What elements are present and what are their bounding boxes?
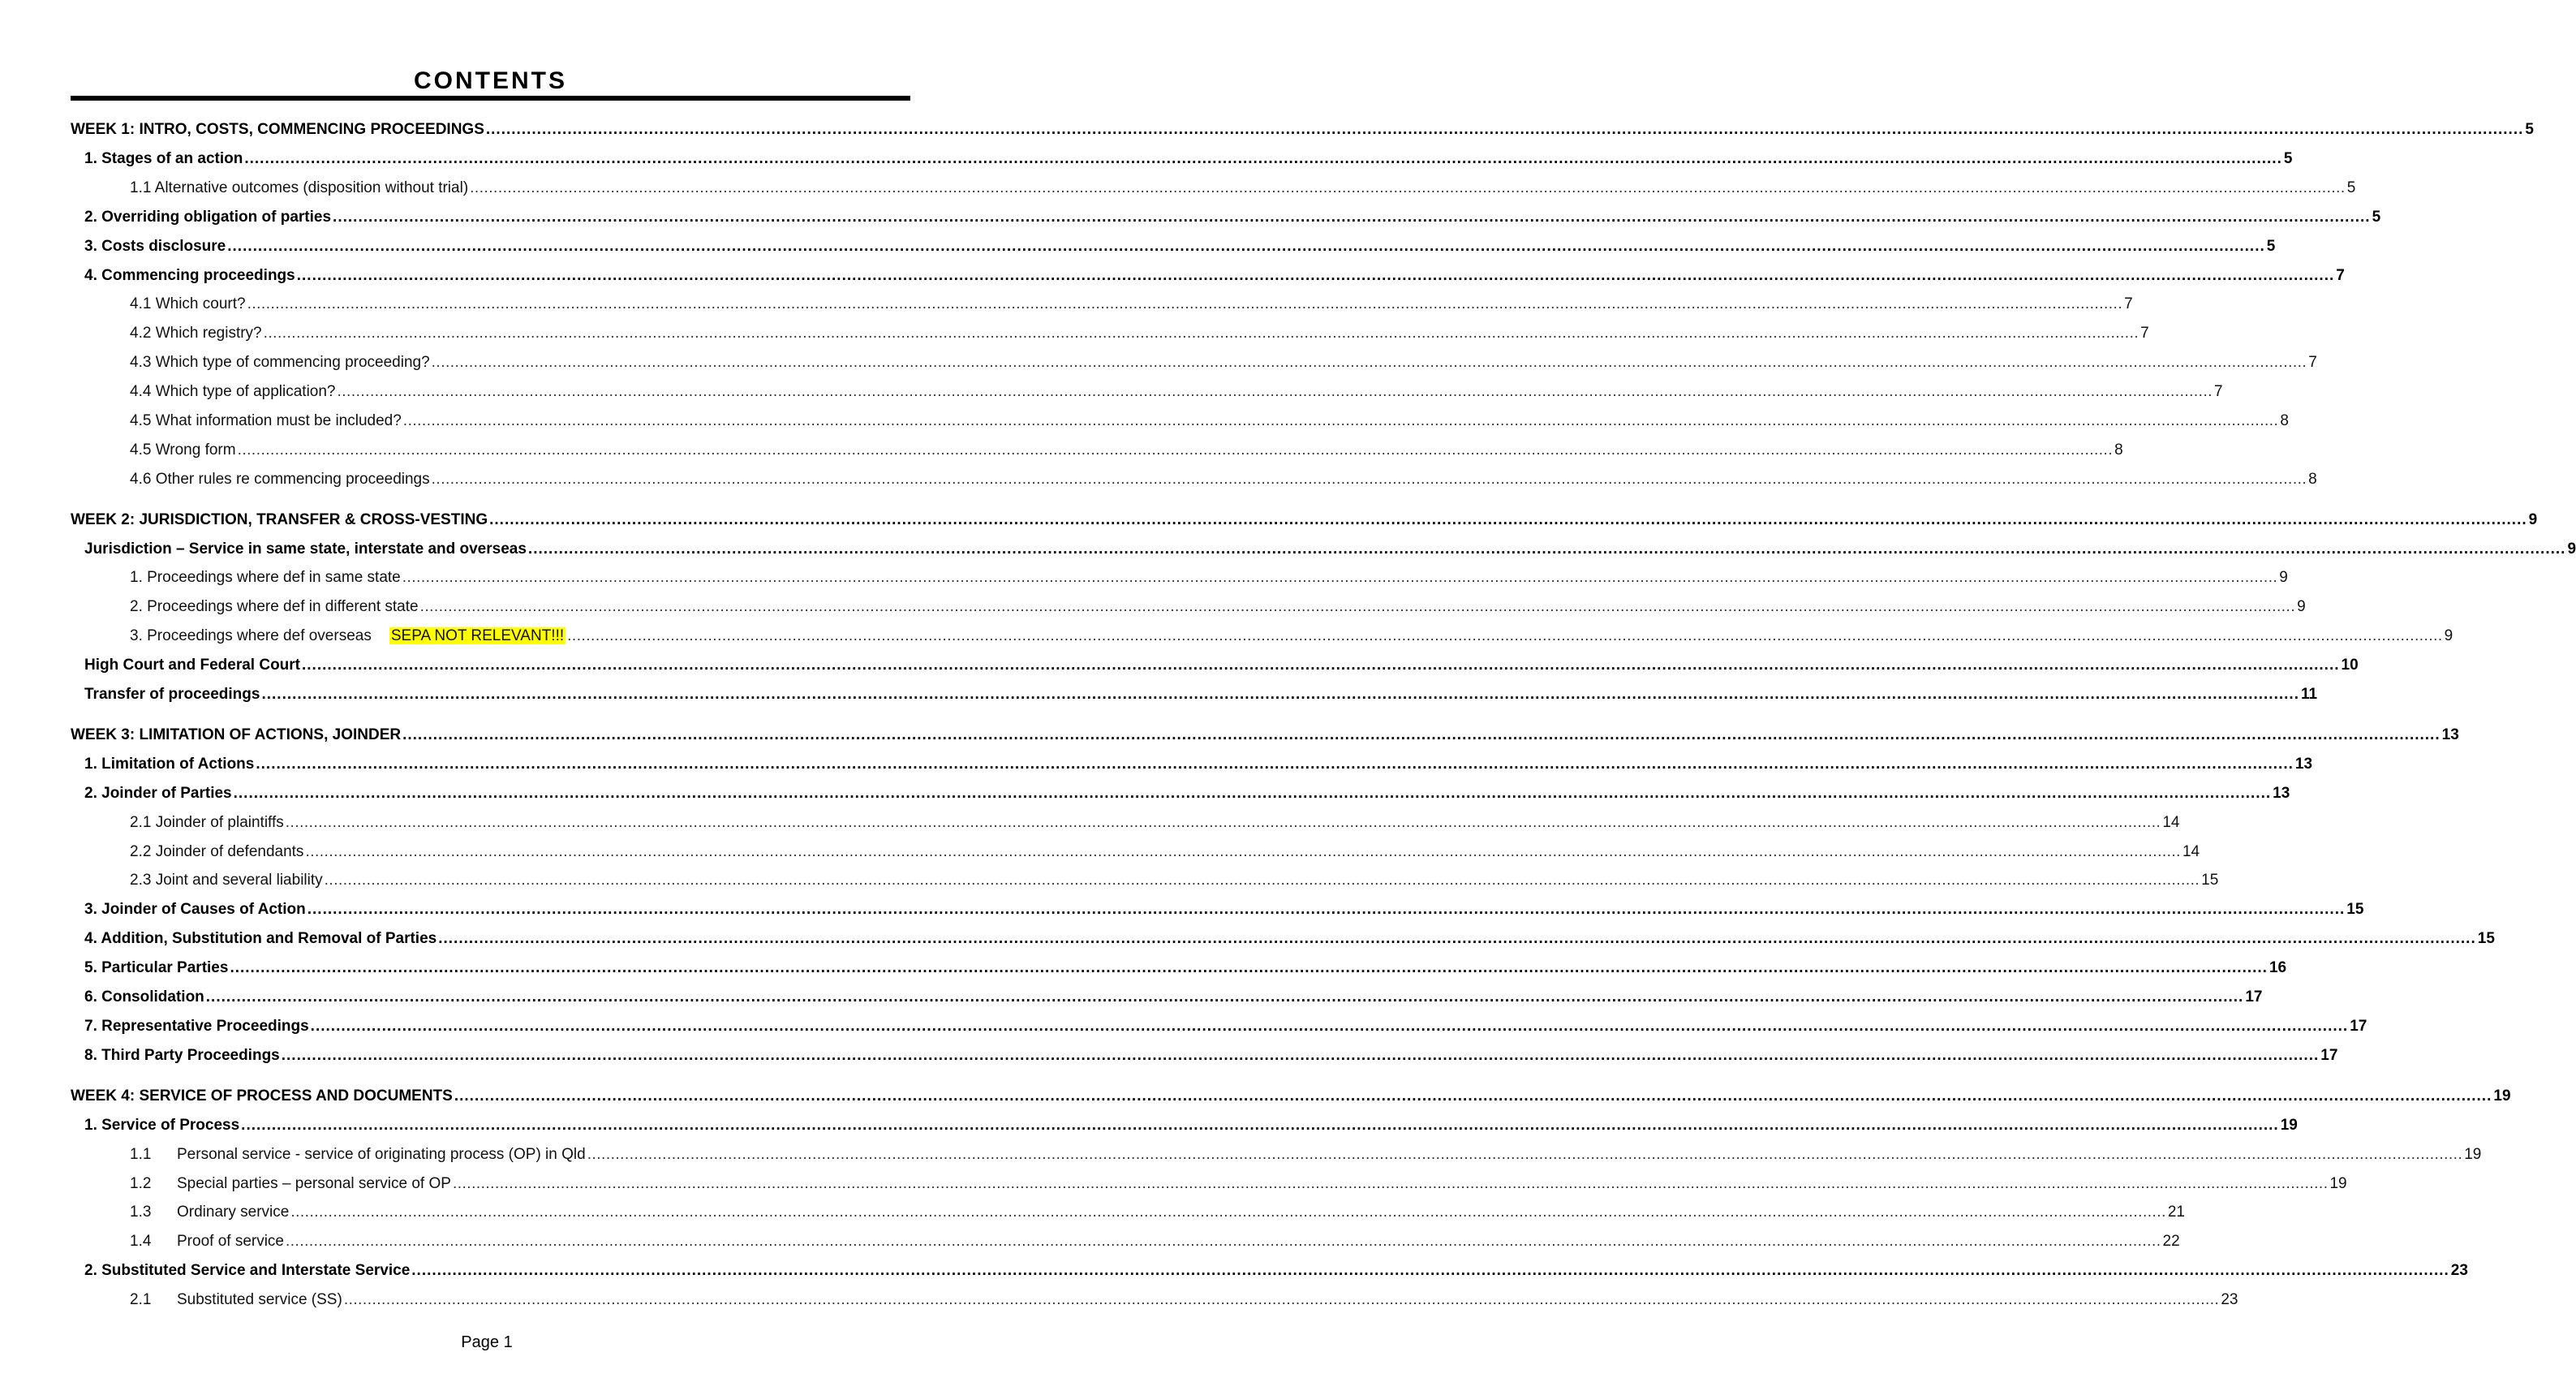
highlight-note: SEPA NOT RELEVANT!!!	[390, 627, 565, 644]
dot-leader: ................................................................................................................................................................................................................................................................................................................................................................................................................	[587, 1146, 2463, 1163]
toc-entry-label	[177, 1230, 284, 1253]
toc-entry-page-number: 17	[2320, 1047, 2338, 1064]
toc-entry-number: 1.3	[130, 1204, 152, 1221]
toc-entry-label	[177, 1173, 451, 1195]
toc-entry-text: 4.2 Which registry?	[130, 325, 262, 342]
toc-entry-text: 2. Proceedings where def in different state	[130, 598, 419, 615]
toc-entry-page-number: 5	[2525, 121, 2534, 138]
dot-leader: ................................................................................................................................................................................................................................................................................................................................................................................................................	[261, 686, 2299, 703]
dot-leader: ................................................................................................................................................................................................................................................................................................................................................................................................................	[431, 354, 2307, 371]
toc-entry-page-number: 17	[2245, 988, 2263, 1006]
toc-entry-text: 7. Representative Proceedings	[84, 1018, 309, 1035]
toc-entry-text: Jurisdiction – Service in same state, interstate and overseas	[84, 540, 527, 558]
toc-entry-number: 1.1	[130, 1146, 152, 1163]
toc-entry-page-number: 13	[2441, 726, 2459, 743]
toc-entry-text: 1.1 Alternative outcomes (disposition without trial)	[130, 179, 469, 196]
toc-entry-label	[177, 1201, 289, 1224]
toc-entry-text: WEEK 1: INTRO, COSTS, COMMENCING PROCEEDINGS	[71, 121, 484, 138]
toc-entry[interactable]	[84, 1015, 2367, 1038]
dot-leader: ................................................................................................................................................................................................................................................................................................................................................................................................................	[256, 756, 2294, 773]
toc-entry-label	[84, 898, 306, 921]
toc-entry[interactable]	[84, 898, 2364, 921]
toc-entry-label	[84, 986, 204, 1009]
toc-entry-page-number: 9	[2567, 540, 2576, 558]
toc-entry-page-number: 21	[2167, 1204, 2185, 1221]
toc-entry[interactable]	[130, 1173, 2347, 1195]
toc-entry[interactable]	[84, 928, 2495, 950]
toc-entry-label	[84, 1015, 309, 1038]
dot-leader: ................................................................................................................................................................................................................................................................................................................................................................................................................	[302, 657, 2340, 674]
toc-entry-label	[84, 265, 295, 287]
dot-leader: ................................................................................................................................................................................................................................................................................................................................................................................................................	[247, 295, 2123, 312]
toc-entry-page-number: 7	[2214, 383, 2223, 400]
dot-leader: ................................................................................................................................................................................................................................................................................................................................................................................................................	[411, 1262, 2449, 1279]
dot-leader: ................................................................................................................................................................................................................................................................................................................................................................................................................	[290, 1204, 2166, 1221]
toc-entry-text: 5. Particular Parties	[84, 959, 229, 976]
dot-leader: ................................................................................................................................................................................................................................................................................................................................................................................................................	[237, 441, 2114, 459]
toc-entry-label	[130, 869, 323, 892]
dot-leader: ................................................................................................................................................................................................................................................................................................................................................................................................................	[527, 540, 2566, 558]
toc-entry-page-number: 10	[2341, 657, 2359, 674]
toc-entry-page-number: 19	[2464, 1146, 2482, 1163]
toc-entry-text: 2.1 Joinder of plaintiffs	[130, 814, 284, 831]
toc-entry-text: 3. Costs disclosure	[84, 238, 226, 255]
toc-entry-text: Proof of service	[177, 1233, 284, 1250]
toc-entry[interactable]	[71, 1085, 2511, 1108]
toc-entry[interactable]	[84, 753, 2313, 776]
toc-entry[interactable]	[130, 625, 2453, 648]
toc-entry-label	[130, 841, 303, 863]
toc-entry[interactable]	[130, 293, 2133, 316]
toc-entry-page-number: 13	[2294, 756, 2313, 773]
toc-entry-label	[130, 439, 236, 462]
toc-entry-page-number: 23	[2450, 1262, 2468, 1279]
dot-leader: ................................................................................................................................................................................................................................................................................................................................................................................................................	[263, 325, 2139, 342]
dot-leader: ................................................................................................................................................................................................................................................................................................................................................................................................................	[310, 1018, 2349, 1035]
toc-entry[interactable]	[84, 683, 2318, 706]
toc-entry-label	[130, 351, 430, 374]
dot-leader: ................................................................................................................................................................................................................................................................................................................................................................................................................	[470, 179, 2346, 196]
toc-entry-label	[130, 566, 401, 589]
toc-entry-page-number: 7	[2140, 325, 2149, 342]
toc-entry-page-number: 9	[2528, 511, 2538, 528]
toc-entry[interactable]	[84, 265, 2345, 287]
dot-leader: ................................................................................................................................................................................................................................................................................................................................................................................................................	[402, 412, 2279, 429]
toc-entry[interactable]	[130, 322, 2149, 345]
toc-entry[interactable]	[84, 235, 2276, 258]
toc-entry-page-number: 11	[2300, 686, 2318, 703]
toc-entry-text: WEEK 3: LIMITATION OF ACTIONS, JOINDER	[71, 726, 402, 743]
dot-leader: ................................................................................................................................................................................................................................................................................................................................................................................................................	[452, 1175, 2329, 1192]
toc-entry-page-number: 9	[2444, 627, 2453, 644]
toc-entry-text: 1. Stages of an action	[84, 150, 243, 167]
toc-entry-text: 2. Overriding obligation of parties	[84, 209, 332, 226]
toc-entry-label	[71, 724, 401, 747]
dot-leader: ................................................................................................................................................................................................................................................................................................................................................................................................................	[402, 726, 2441, 743]
toc-entry[interactable]	[130, 177, 2356, 200]
toc-entry-text: 4.5 Wrong form	[130, 441, 236, 459]
toc-entry-label	[84, 538, 527, 561]
dot-leader: ................................................................................................................................................................................................................................................................................................................................................................................................................	[333, 209, 2371, 226]
dot-leader: ................................................................................................................................................................................................................................................................................................................................................................................................................	[402, 569, 2278, 586]
toc-entry-page-number: 15	[2477, 930, 2495, 947]
toc-entry-page-number: 17	[2350, 1018, 2367, 1035]
toc-entry-label	[84, 1114, 239, 1137]
toc-entry[interactable]	[84, 1260, 2468, 1282]
toc-entry-text: 4.3 Which type of commencing proceeding?	[130, 354, 430, 371]
toc-entry-text: Transfer of proceedings	[84, 686, 260, 703]
toc-entry[interactable]	[130, 1230, 2180, 1253]
toc-entry[interactable]	[84, 957, 2287, 980]
toc-entry-text: 4.6 Other rules re commencing proceedings	[130, 471, 430, 488]
toc-entry-label	[130, 322, 262, 345]
toc-entry-text: 2.3 Joint and several liability	[130, 872, 323, 889]
page-footer: Page 1	[461, 1333, 513, 1351]
dot-leader: ................................................................................................................................................................................................................................................................................................................................................................................................................	[296, 267, 2335, 284]
toc-entry-page-number: 19	[2280, 1117, 2298, 1134]
toc-entry-page-number: 7	[2336, 267, 2345, 284]
toc-entry-page-number: 7	[2124, 295, 2133, 312]
toc-entry-label	[130, 812, 284, 834]
toc-entry-label	[84, 148, 243, 170]
toc-entry-text: Personal service - service of originating process (OP) in Qld	[177, 1146, 586, 1163]
toc-entry[interactable]	[71, 118, 2534, 141]
toc-entry[interactable]	[130, 841, 2200, 863]
toc-entry-label	[71, 118, 484, 141]
toc-entry-text: Ordinary service	[177, 1204, 290, 1221]
toc-entry-label	[130, 177, 468, 200]
toc-entry-page-number: 16	[2269, 959, 2287, 976]
dot-leader: ................................................................................................................................................................................................................................................................................................................................................................................................................	[230, 959, 2268, 976]
toc-entry[interactable]	[130, 596, 2306, 618]
toc-entry-label	[84, 928, 437, 950]
toc-entry[interactable]	[84, 782, 2290, 805]
toc-entry-page-number: 7	[2308, 354, 2317, 371]
dot-leader: ................................................................................................................................................................................................................................................................................................................................................................................................................	[281, 1047, 2320, 1064]
dot-leader: ................................................................................................................................................................................................................................................................................................................................................................................................................	[286, 1233, 2161, 1250]
toc-entry-number: 1.4	[130, 1233, 152, 1250]
toc-entry-label	[84, 753, 254, 776]
toc-entry-page-number: 19	[2493, 1087, 2511, 1105]
dot-leader: ................................................................................................................................................................................................................................................................................................................................................................................................................	[454, 1087, 2492, 1105]
toc-entry[interactable]	[130, 410, 2289, 433]
toc-entry-text: 1. Proceedings where def in same state	[130, 569, 401, 586]
toc-entry-label	[71, 509, 488, 532]
dot-leader: ................................................................................................................................................................................................................................................................................................................................................................................................................	[285, 814, 2161, 831]
toc-entry-page-number: 15	[2346, 901, 2364, 918]
dot-leader: ................................................................................................................................................................................................................................................................................................................................................................................................................	[438, 930, 2476, 947]
toc-entry-text: 4.5 What information must be included?	[130, 412, 402, 429]
dot-leader: ................................................................................................................................................................................................................................................................................................................................................................................................................	[324, 872, 2200, 889]
toc-entry-text: 8. Third Party Proceedings	[84, 1047, 280, 1064]
toc-entry-page-number: 5	[2266, 238, 2276, 255]
dot-leader: ................................................................................................................................................................................................................................................................................................................................................................................................................	[431, 471, 2307, 488]
toc-entry-page-number: 13	[2273, 785, 2290, 802]
toc-entry-label	[84, 683, 260, 706]
toc-entry-text: 1. Limitation of Actions	[84, 756, 255, 773]
toc-entry[interactable]	[84, 206, 2381, 229]
toc-entry-label	[84, 1260, 410, 1282]
toc-entry-text: Substituted service (SS)	[177, 1291, 342, 1308]
dot-leader: ................................................................................................................................................................................................................................................................................................................................................................................................................	[489, 511, 2527, 528]
toc-entry-label	[130, 381, 336, 403]
toc-entry-label	[84, 1044, 280, 1067]
toc-entry-text: 4. Addition, Substitution and Removal of Parties	[84, 930, 437, 947]
toc-entry[interactable]	[130, 381, 2223, 403]
toc-entry[interactable]	[130, 1289, 2238, 1311]
toc-entry-text: High Court and Federal Court	[84, 657, 300, 674]
toc-entry-text: Special parties – personal service of OP	[177, 1175, 451, 1192]
toc-entry-text: WEEK 4: SERVICE OF PROCESS AND DOCUMENTS	[71, 1087, 453, 1105]
title-rule	[71, 96, 910, 101]
toc-entry-label	[84, 782, 232, 805]
toc-entry-page-number: 8	[2308, 471, 2317, 488]
toc-entry-page-number: 14	[2162, 814, 2180, 831]
toc-entry-text: 2. Substituted Service and Interstate Service	[84, 1262, 411, 1279]
toc-entry-page-number: 14	[2182, 843, 2200, 860]
toc-entry-page-number: 23	[2221, 1291, 2238, 1308]
toc-entry-label	[84, 957, 228, 980]
toc-entry-label	[130, 293, 246, 316]
toc-entry-page-number: 5	[2283, 150, 2293, 167]
toc-entry-text: 6. Consolidation	[84, 988, 204, 1006]
dot-leader: ................................................................................................................................................................................................................................................................................................................................................................................................................	[205, 988, 2244, 1006]
toc-entry-page-number: 5	[2346, 179, 2356, 196]
toc-entry-text: 2.2 Joinder of defendants	[130, 843, 304, 860]
toc-entry[interactable]	[84, 1114, 2298, 1137]
toc-entry-label	[177, 1289, 342, 1311]
dot-leader: ................................................................................................................................................................................................................................................................................................................................................................................................................	[227, 238, 2265, 255]
dot-leader: ................................................................................................................................................................................................................................................................................................................................................................................................................	[233, 785, 2272, 802]
dot-leader: ................................................................................................................................................................................................................................................................................................................................................................................................................	[244, 150, 2282, 167]
toc-entry[interactable]	[130, 468, 2317, 491]
toc-entry-page-number: 8	[2114, 441, 2123, 459]
toc-entry-label	[130, 625, 566, 648]
toc-entry[interactable]	[130, 1201, 2185, 1224]
toc-entry[interactable]	[84, 1044, 2338, 1067]
toc-entry-page-number: 9	[2279, 569, 2288, 586]
toc-entry-text: 2. Joinder of Parties	[84, 785, 232, 802]
toc-entry-text: WEEK 2: JURISDICTION, TRANSFER & CROSS-VESTING	[71, 511, 488, 528]
toc-entry-text: 3. Joinder of Causes of Action	[84, 901, 306, 918]
toc-entry-label	[84, 206, 331, 229]
page-title: CONTENTS	[414, 67, 567, 94]
toc-entry[interactable]	[130, 439, 2123, 462]
toc-entry-label	[177, 1143, 586, 1166]
toc-entry[interactable]	[130, 566, 2288, 589]
toc-entry-page-number: 19	[2329, 1175, 2347, 1192]
dot-leader: ................................................................................................................................................................................................................................................................................................................................................................................................................	[241, 1117, 2279, 1134]
toc-entry[interactable]	[71, 509, 2538, 532]
toc-entry-text: 4. Commencing proceedings	[84, 267, 295, 284]
toc-entry-label	[130, 596, 419, 618]
toc-entry[interactable]	[84, 148, 2293, 170]
toc-entry-text: 1. Service of Process	[84, 1117, 240, 1134]
dot-leader: ................................................................................................................................................................................................................................................................................................................................................................................................................	[305, 843, 2181, 860]
toc-entry[interactable]	[84, 986, 2263, 1009]
dot-leader: ................................................................................................................................................................................................................................................................................................................................................................................................................	[567, 627, 2443, 644]
dot-leader: ................................................................................................................................................................................................................................................................................................................................................................................................................	[485, 121, 2524, 138]
toc-entry-text: 3. Proceedings where def overseas	[130, 627, 372, 644]
toc-entry-number: 1.2	[130, 1175, 152, 1192]
toc-entry[interactable]	[130, 812, 2180, 834]
toc-entry-page-number: 5	[2372, 209, 2381, 226]
toc-entry-page-number: 8	[2280, 412, 2289, 429]
toc-entry-text: 4.4 Which type of application?	[130, 383, 336, 400]
toc-entry-label	[84, 654, 300, 677]
toc-entry-text: 4.1 Which court?	[130, 295, 246, 312]
toc-entry[interactable]	[71, 724, 2459, 747]
toc-entry[interactable]	[130, 1143, 2482, 1166]
toc-entry[interactable]	[84, 538, 2576, 561]
toc-entry[interactable]	[130, 869, 2219, 892]
dot-leader: ................................................................................................................................................................................................................................................................................................................................................................................................................	[419, 598, 2296, 615]
toc-entry[interactable]	[130, 351, 2317, 374]
dot-leader: ................................................................................................................................................................................................................................................................................................................................................................................................................	[307, 901, 2346, 918]
toc-entry[interactable]	[84, 654, 2359, 677]
dot-leader: ................................................................................................................................................................................................................................................................................................................................................................................................................	[337, 383, 2213, 400]
dot-leader: ................................................................................................................................................................................................................................................................................................................................................................................................................	[343, 1291, 2220, 1308]
toc-entry-page-number: 22	[2162, 1233, 2180, 1250]
toc-entry-number: 2.1	[130, 1291, 152, 1308]
toc-entry-label	[130, 468, 430, 491]
toc-entry-page-number: 15	[2201, 872, 2219, 889]
toc-entry-label	[130, 410, 402, 433]
toc-entry-page-number: 9	[2297, 598, 2306, 615]
toc-entry-label	[71, 1085, 453, 1108]
toc-entry-label	[84, 235, 226, 258]
